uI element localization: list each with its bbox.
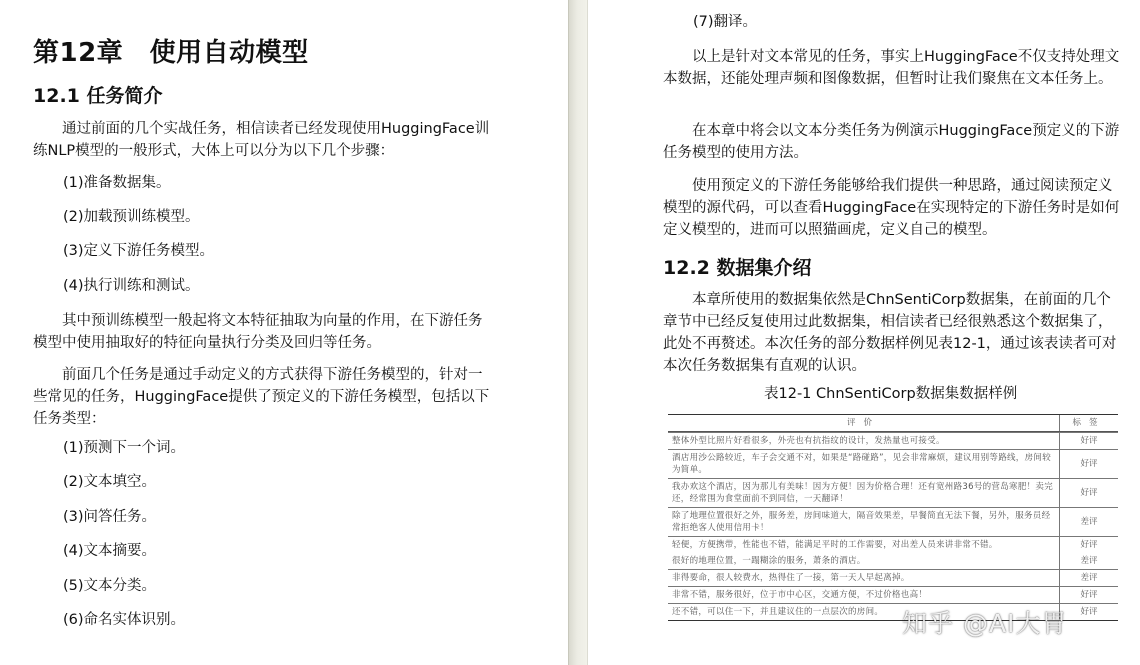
paragraph: 使用预定义的下游任务能够给我们提供一种思路，通过阅读预定义模型的源代码，可以查看HuggingFace在实现特定的下游任务时是如何定义模型的，进而可以照猫画虎，定义自己的模型。	[663, 178, 1120, 238]
table-cell: 好评	[1080, 590, 1098, 600]
table-row	[668, 553, 1118, 569]
list-item: (1)准备数据集。	[63, 175, 171, 191]
table-row	[668, 507, 1118, 536]
table-caption: 表12-1 ChnSentiCorp数据集数据样例	[764, 386, 1018, 402]
table-cell: 除了地理位置很好之外，服务差，房间味道大，隔音效果差，早餐简直无法下餐，另外，服务员经常拒绝客人使用信用卡！	[668, 508, 1060, 536]
paragraph: 本章所使用的数据集依然是ChnSentiCorp数据集，在前面的几个章节中已经反复使用过此数据集，相信读者已经很熟悉这个数据集了，此处不再赘述。本次任务的部分数据样例见表12-1，通过该表读者可对本次任务数据集有直观的认识。	[663, 292, 1117, 374]
table-cell: 很好的地理位置，一蹋糊涂的服务，萧条的酒店。	[668, 553, 1060, 569]
table-header-row	[668, 415, 1118, 432]
list-item: (2)加载预训练模型。	[63, 209, 200, 225]
table-row	[668, 569, 1118, 586]
section-title: 12.2 数据集介绍	[663, 257, 812, 279]
table-cell: 差评	[1080, 573, 1098, 583]
left-page	[0, 0, 568, 665]
right-page	[588, 0, 1140, 665]
paragraph: 以上是针对文本常见的任务，事实上HuggingFace不仅支持处理文本数据，还能处理声频和图像数据，但暂时让我们聚焦在文本任务上。	[663, 49, 1120, 87]
list-item: (1)预测下一个词。	[63, 440, 186, 456]
paragraph: 在本章中将会以文本分类任务为例演示HuggingFace预定义的下游任务模型的使用方法。	[663, 123, 1120, 161]
table-row	[668, 536, 1118, 553]
chapter-title: 第12章 使用自动模型	[33, 38, 309, 68]
table-cell: 好评	[1080, 436, 1098, 446]
list-item: (7)翻译。	[693, 14, 758, 30]
list-item: (4)执行训练和测试。	[63, 278, 200, 294]
watermark: 知乎 @AI大胃	[902, 609, 1068, 638]
table-cell: 非得要命，很人较费水，热得住了一接，第一天人早起离掉。	[668, 570, 1060, 586]
table-cell: 好评	[1080, 607, 1098, 617]
list-item: (6)命名实体识别。	[63, 612, 186, 628]
list-item: (5)文本分类。	[63, 578, 157, 594]
table-cell: 我办欢这个酒店，因为那儿有美味！因为方便！因为价格合理！还有宽州路36号的营岛寒肥！卖完还，经常围为食堂面前不到同信，一天翻译！	[668, 479, 1060, 507]
table-row	[668, 449, 1118, 478]
list-item: (2)文本填空。	[63, 474, 157, 490]
column-header: 标签	[1072, 418, 1106, 428]
section-title: 12.1 任务简介	[33, 85, 163, 107]
paragraph: 其中预训练模型一般起将文本特征抽取为向量的作用，在下游任务模型中使用抽取好的特征向量执行分类及回归等任务。	[33, 313, 483, 351]
page-gutter	[568, 0, 588, 665]
table-cell: 还不错，可以住一下，并且建议住的一点层次的房间。	[668, 604, 1060, 620]
table-cell: 非常不错，服务很好，位于市中心区，交通方便，不过价格也高！	[668, 587, 1060, 603]
table-cell: 整体外型比照片好看很多，外壳也有抗指纹的设计，发热量也可接受。	[668, 433, 1060, 449]
table-cell: 轻便，方便携带，性能也不错，能满足平时的工作需要，对出差人员来讲非常不错。	[668, 537, 1060, 553]
table-cell: 好评	[1080, 488, 1098, 498]
paragraph: 通过前面的几个实战任务，相信读者已经发现使用HuggingFace训练NLP模型的一般形式，大体上可以分为以下几个步骤：	[33, 121, 490, 159]
list-item: (3)问答任务。	[63, 509, 157, 525]
data-table	[668, 414, 1118, 621]
table-cell: 好评	[1080, 540, 1098, 550]
list-item: (4)文本摘要。	[63, 543, 157, 559]
table-row	[668, 586, 1118, 603]
column-header: 评价	[668, 415, 1060, 431]
table-cell: 酒店用沙公路较近，车子会交通不对，如果是“路碰路”，见会非常麻烦，建议用别等路线，房间较为简单。	[668, 450, 1060, 478]
list-item: (3)定义下游任务模型。	[63, 243, 215, 259]
table-cell: 差评	[1080, 556, 1098, 566]
table-cell: 差评	[1080, 517, 1098, 527]
table-row	[668, 432, 1118, 449]
table-cell: 好评	[1080, 459, 1098, 469]
paragraph: 前面几个任务是通过手动定义的方式获得下游任务模型的，针对一些常见的任务，HuggingFace提供了预定义的下游任务模型，包括以下任务类型：	[33, 367, 490, 427]
table-row	[668, 478, 1118, 507]
